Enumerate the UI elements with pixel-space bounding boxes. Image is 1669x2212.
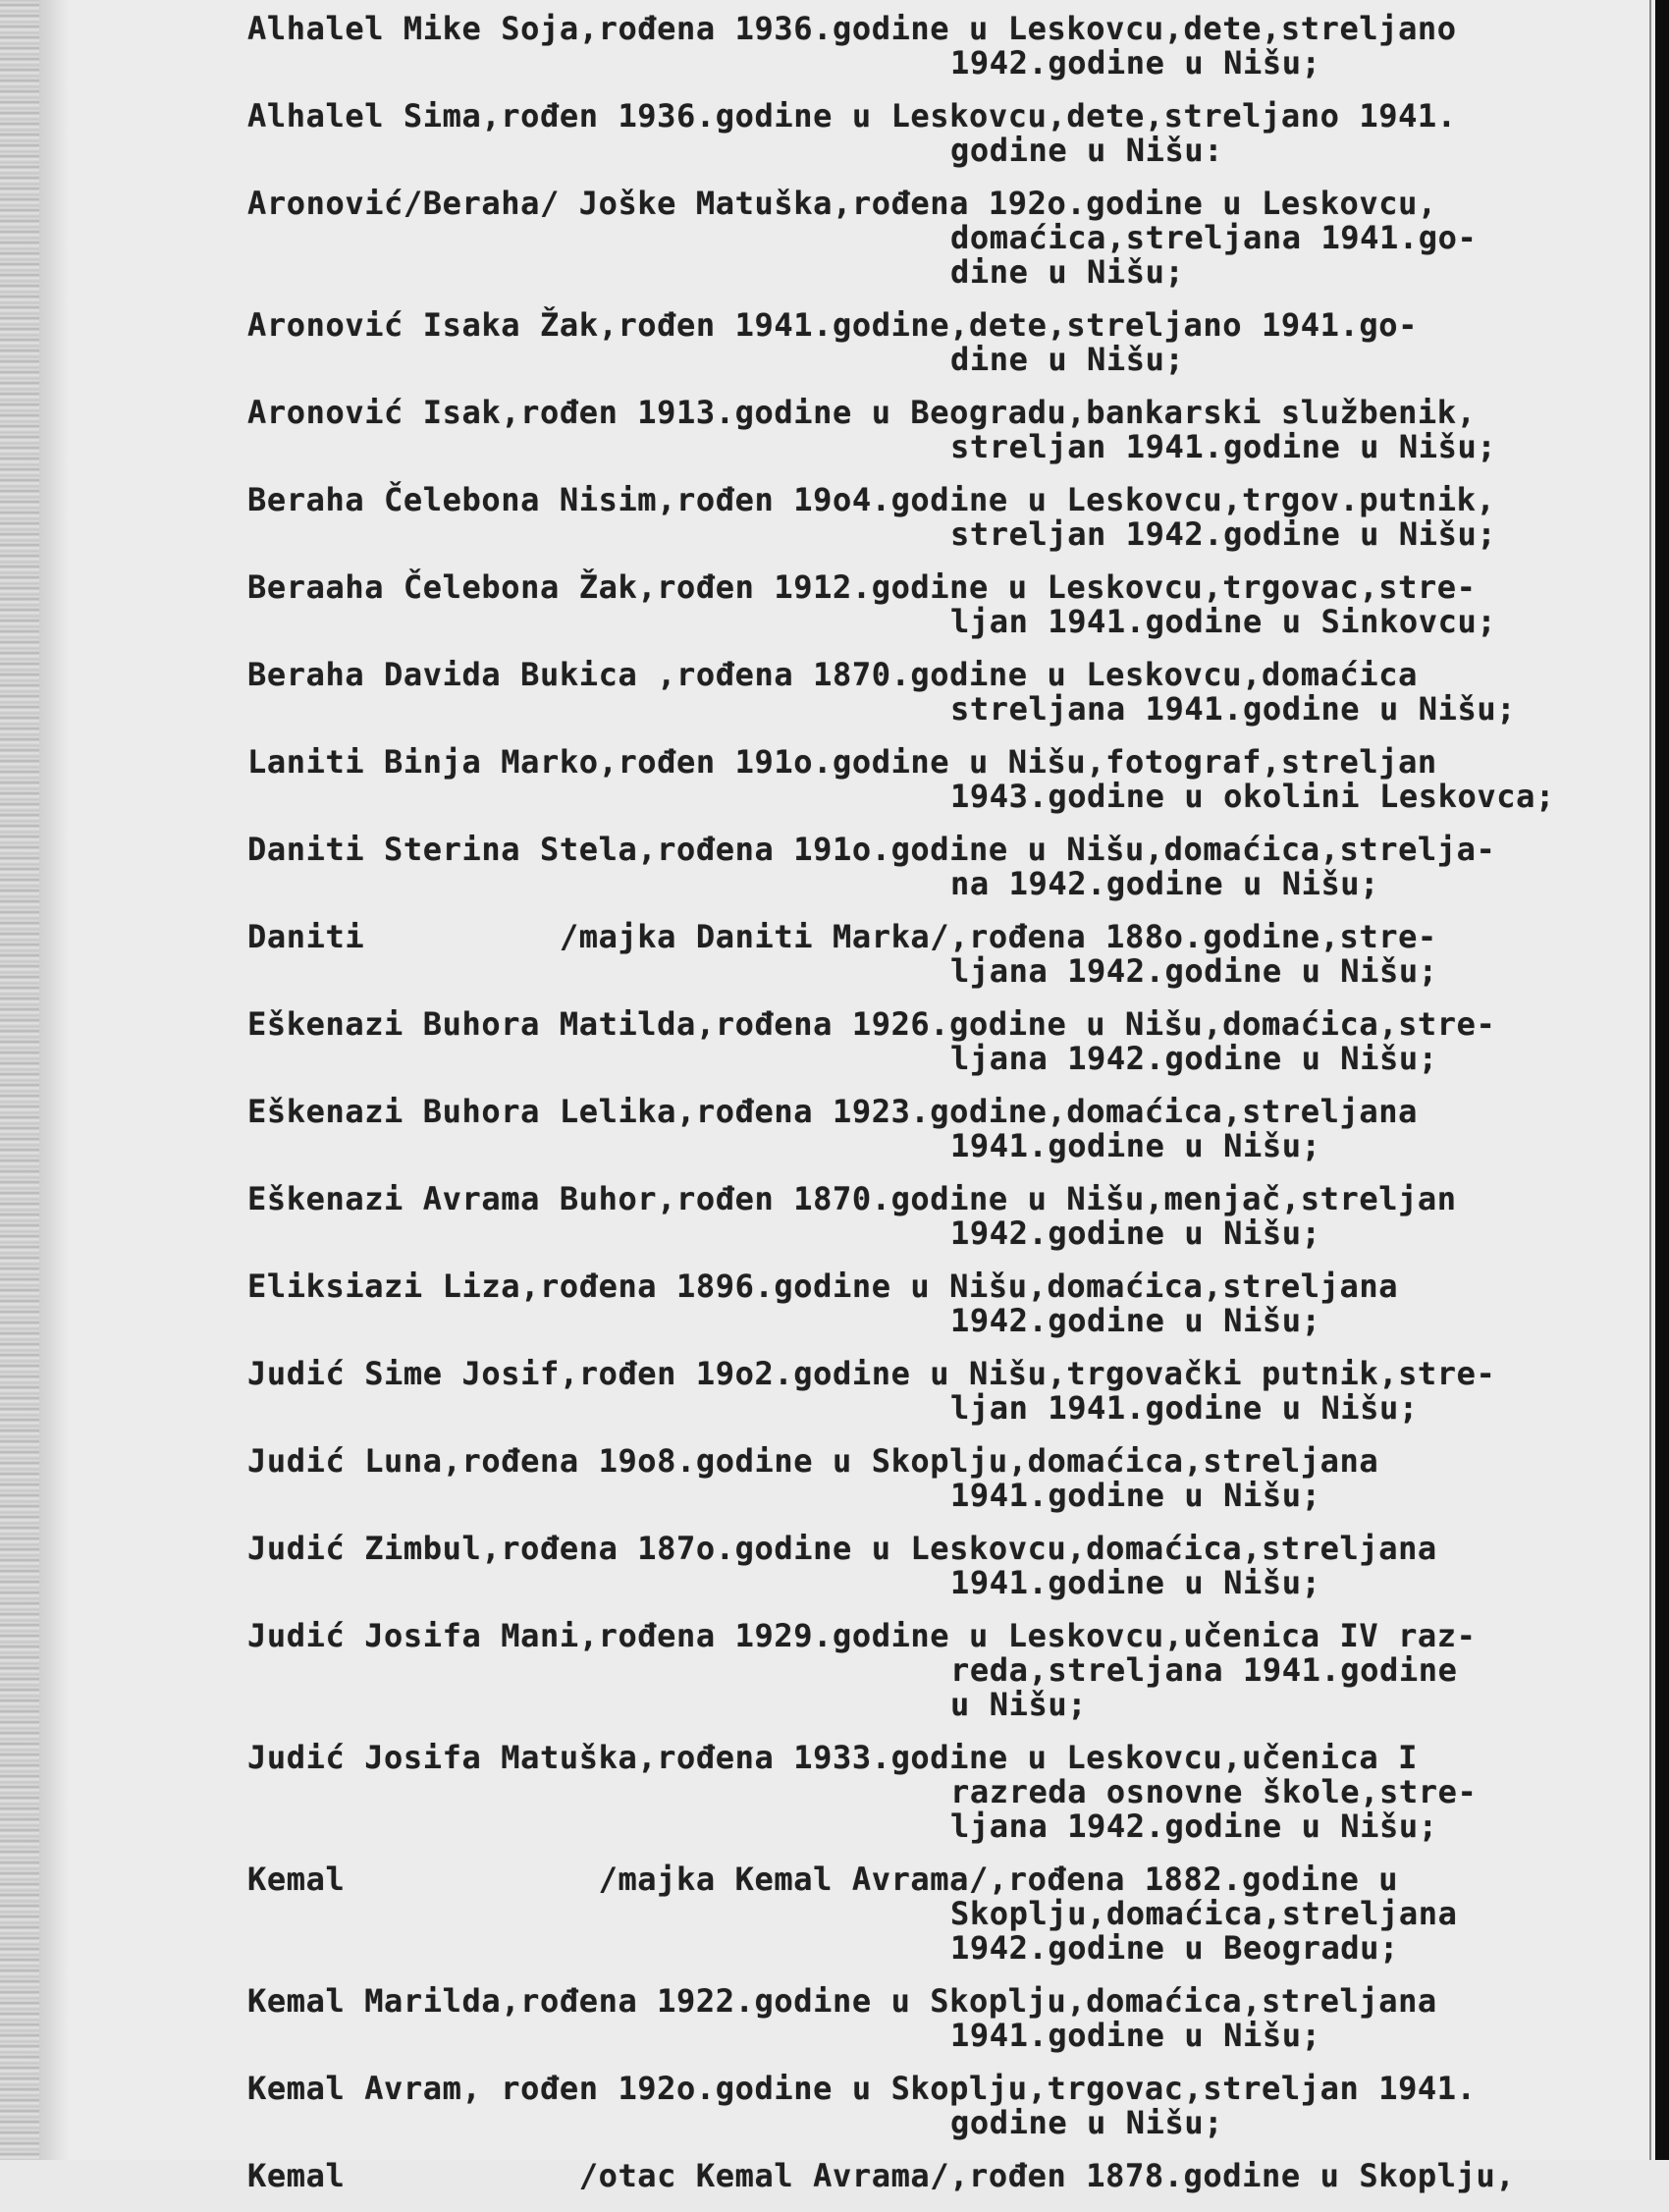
- entry-continuation-line: domaćica,streljana 1941.go-: [950, 219, 1478, 256]
- list-item: [247, 12, 1602, 81]
- entry-continuation-line: 1942.godine u Beogradu;: [950, 1929, 1399, 1967]
- list-item: [247, 483, 1602, 552]
- list-item: [247, 2072, 1602, 2140]
- entry-continuation-line: 1942.godine u Nišu;: [950, 44, 1321, 81]
- list-item: [247, 1182, 1602, 1251]
- entry-continuation-line: na 1942.godine u Nišu;: [950, 865, 1380, 902]
- scan-edge-shadow: [39, 0, 69, 2160]
- list-item: [247, 1444, 1602, 1513]
- list-item: [247, 187, 1602, 290]
- entry-continuation-line: ljan 1941.godine u Sinkovcu;: [950, 603, 1497, 640]
- entry-first-line: Judić Josifa Mani,rođena 1929.godine u Leskovcu,učenica IV raz-: [247, 1617, 1477, 1654]
- list-item: [247, 2159, 1602, 2193]
- entry-continuation-line: 1941.godine u Nišu;: [950, 1564, 1321, 1601]
- entry-continuation-line: 1942.godine u Nišu;: [950, 1302, 1321, 1339]
- list-item: [247, 920, 1602, 989]
- scan-edge-right: [1655, 0, 1669, 2160]
- list-item: [247, 1619, 1602, 1722]
- list-item: [247, 1984, 1602, 2053]
- entry-first-line: Aronović/Beraha/ Joške Matuška,rođena 192o.godine u Leskovcu,: [247, 185, 1437, 222]
- entry-continuation-line: reda,streljana 1941.godine: [950, 1651, 1458, 1689]
- scan-edge-line: [1649, 0, 1651, 2160]
- list-item: [247, 1532, 1602, 1600]
- list-item: [247, 396, 1602, 464]
- list-item: [247, 1862, 1602, 1966]
- entry-continuation-line: 1943.godine u okolini Leskovca;: [950, 778, 1555, 815]
- entry-first-line: Kemal Avram, rođen 192o.godine u Skoplju,trgovac,streljan 1941.: [247, 2070, 1477, 2107]
- victim-list: [247, 12, 1602, 2212]
- entry-continuation-line: Skoplju,domaćica,streljana: [950, 1895, 1458, 1932]
- entry-continuation-line: u Nišu;: [950, 1686, 1088, 1723]
- entry-continuation-line: 1941.godine u Nišu;: [950, 2017, 1321, 2054]
- entry-first-line: Laniti Binja Marko,rođen 191o.godine u Nišu,fotograf,streljan: [247, 743, 1437, 781]
- list-item: [247, 1095, 1602, 1163]
- entry-continuation-line: dine u Nišu;: [950, 341, 1185, 378]
- entry-first-line: Kemal /majka Kemal Avrama/,rođena 1882.godine u: [247, 1861, 1399, 1898]
- entry-first-line: Daniti /majka Daniti Marka/,rođena 188o.godine,stre-: [247, 918, 1437, 955]
- entry-first-line: Beraha Čelebona Nisim,rođen 19o4.godine u Leskovcu,trgov.putnik,: [247, 481, 1496, 518]
- entry-first-line: Judić Luna,rođena 19o8.godine u Skoplju,domaćica,streljana: [247, 1442, 1379, 1480]
- list-item: [247, 1741, 1602, 1844]
- entry-continuation-line: ljan 1941.godine u Nišu;: [950, 1389, 1419, 1427]
- entry-first-line: Beraaha Čelebona Žak,rođen 1912.godine u Leskovcu,trgovac,stre-: [247, 568, 1477, 606]
- entry-continuation-line: 1941.godine u Nišu;: [950, 1477, 1321, 1514]
- entry-first-line: Eškenazi Buhora Matilda,rođena 1926.godine u Nišu,domaćica,stre-: [247, 1005, 1496, 1043]
- list-item: [247, 745, 1602, 814]
- list-item: [247, 1269, 1602, 1338]
- list-item: [247, 1357, 1602, 1426]
- entry-first-line: Judić Josifa Matuška,rođena 1933.godine u Leskovcu,učenica I: [247, 1739, 1418, 1776]
- entry-continuation-line: 1942.godine u Nišu;: [950, 1214, 1321, 1252]
- entry-continuation-line: godine u Nišu;: [950, 2104, 1224, 2141]
- entry-continuation-line: godine u Nišu:: [950, 132, 1224, 169]
- entry-continuation-line: streljan 1942.godine u Nišu;: [950, 515, 1497, 553]
- entry-first-line: Daniti Sterina Stela,rođena 191o.godine u Nišu,domaćica,strelja-: [247, 831, 1496, 868]
- entry-first-line: Eškenazi Avrama Buhor,rođen 1870.godine u Nišu,menjač,streljan: [247, 1180, 1457, 1217]
- entry-first-line: Kemal Marilda,rođena 1922.godine u Skoplju,domaćica,streljana: [247, 1982, 1437, 2020]
- list-item: [247, 658, 1602, 727]
- entry-continuation-line: ljana 1942.godine u Nišu;: [950, 952, 1438, 990]
- entry-continuation-line: dine u Nišu;: [950, 253, 1185, 291]
- entry-first-line: Aronović Isaka Žak,rođen 1941.godine,dete,streljano 1941.go-: [247, 306, 1418, 344]
- entry-first-line: Alhalel Sima,rođen 1936.godine u Leskovcu,dete,streljano 1941.: [247, 97, 1457, 135]
- entry-first-line: Kemal /otac Kemal Avrama/,rođen 1878.godine u Skoplju,: [247, 2157, 1516, 2194]
- entry-continuation-line: ljana 1942.godine u Nišu;: [950, 1040, 1438, 1077]
- entry-continuation-line: streljana 1941.godine u Nišu;: [950, 690, 1517, 728]
- entry-first-line: Beraha Davida Bukica ,rođena 1870.godine u Leskovcu,domaćica: [247, 656, 1418, 693]
- entry-continuation-line: streljan 1941.godine u Nišu;: [950, 428, 1497, 465]
- entry-first-line: Eliksiazi Liza,rođena 1896.godine u Nišu,domaćica,streljana: [247, 1268, 1399, 1305]
- entry-first-line: Judić Zimbul,rođena 187o.godine u Leskovcu,domaćica,streljana: [247, 1530, 1437, 1567]
- list-item: [247, 99, 1602, 168]
- list-item: [247, 833, 1602, 901]
- entry-first-line: Judić Sime Josif,rođen 19o2.godine u Nišu,trgovački putnik,stre-: [247, 1355, 1496, 1392]
- entry-first-line: Alhalel Mike Soja,rođena 1936.godine u Leskovcu,dete,streljano: [247, 10, 1457, 47]
- list-item: [247, 1007, 1602, 1076]
- list-item: [247, 308, 1602, 377]
- entry-first-line: Aronović Isak,rođen 1913.godine u Beogradu,bankarski službenik,: [247, 394, 1477, 431]
- entry-continuation-line: 1941.godine u Nišu;: [950, 1127, 1321, 1164]
- entry-continuation-line: ljana 1942.godine u Nišu;: [950, 1807, 1438, 1845]
- scan-edge-left: [0, 0, 39, 2160]
- entry-first-line: Eškenazi Buhora Lelika,rođena 1923.godine,domaćica,streljana: [247, 1093, 1418, 1130]
- entry-continuation-line: razreda osnovne škole,stre-: [950, 1773, 1478, 1810]
- list-item: [247, 570, 1602, 639]
